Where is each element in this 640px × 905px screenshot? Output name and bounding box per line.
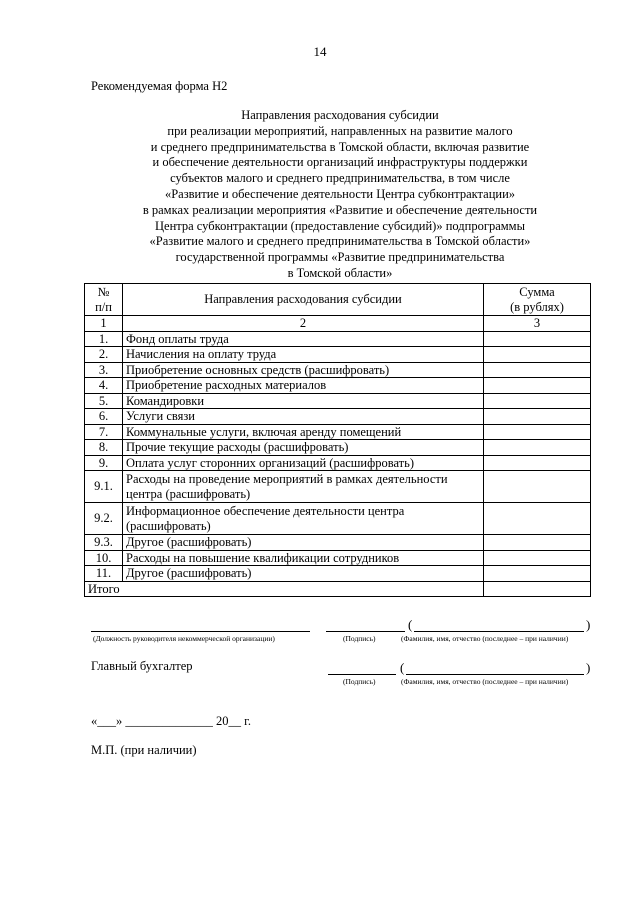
row-direction: Прочие текущие расходы (расшифровать) bbox=[123, 440, 484, 456]
table-row bbox=[85, 503, 591, 535]
row-number: 3. bbox=[85, 362, 123, 378]
paren-close: ) bbox=[586, 617, 591, 632]
row-sum[interactable] bbox=[484, 393, 591, 409]
table-row bbox=[85, 409, 591, 425]
paren-close: ) bbox=[586, 660, 591, 675]
title-line: в Томской области» bbox=[287, 265, 393, 280]
row-direction: Другое (расшифровать) bbox=[123, 566, 484, 582]
column-number: 2 bbox=[123, 316, 484, 332]
row-number: 4. bbox=[85, 378, 123, 394]
stamp-label: М.П. (при наличии) bbox=[91, 743, 197, 757]
title-line: Направления расходования субсидии bbox=[241, 108, 439, 122]
paren-open: ( bbox=[400, 660, 405, 675]
title-line: государственной программы «Развитие предпринимательства bbox=[175, 250, 505, 265]
table-row bbox=[85, 566, 591, 582]
row-direction: Информационное обеспечение деятельности центра (расшифровать) bbox=[123, 503, 484, 535]
signature-caption: (Подпись) bbox=[343, 677, 376, 686]
position-caption: (Должность руководителя некоммерческой организации) bbox=[93, 634, 275, 643]
row-sum[interactable] bbox=[484, 471, 591, 503]
row-sum[interactable] bbox=[484, 440, 591, 456]
row-number: 2. bbox=[85, 347, 123, 363]
title-line: и обеспечение деятельности организаций инфраструктуры поддержки bbox=[152, 155, 528, 170]
position-line[interactable] bbox=[91, 631, 310, 632]
title-line: в рамках реализации мероприятия «Развитие и обеспечение деятельности bbox=[142, 202, 538, 217]
row-direction: Расходы на проведение мероприятий в рамках деятельности центра (расшифровать) bbox=[123, 471, 484, 503]
row-sum[interactable] bbox=[484, 347, 591, 363]
table-row bbox=[85, 550, 591, 566]
row-number: 5. bbox=[85, 393, 123, 409]
total-sum[interactable] bbox=[484, 581, 591, 597]
row-sum[interactable] bbox=[484, 424, 591, 440]
date-line[interactable]: «___» ______________ 20__ г. bbox=[91, 714, 251, 728]
row-direction: Командировки bbox=[123, 393, 484, 409]
accountant-fio-line[interactable] bbox=[406, 674, 584, 675]
signature-line[interactable] bbox=[326, 631, 405, 632]
row-sum[interactable] bbox=[484, 409, 591, 425]
paren-open: ( bbox=[408, 617, 413, 632]
fio-caption: (Фамилия, имя, отчество (последнее – при наличии) bbox=[401, 677, 569, 686]
row-sum[interactable] bbox=[484, 362, 591, 378]
table-row bbox=[85, 331, 591, 347]
row-sum[interactable] bbox=[484, 455, 591, 471]
table-row bbox=[85, 362, 591, 378]
row-direction: Начисления на оплату труда bbox=[123, 347, 484, 363]
row-sum[interactable] bbox=[484, 503, 591, 535]
form-label: Рекомендуемая форма Н2 bbox=[91, 79, 228, 93]
column-number: 3 bbox=[484, 316, 591, 332]
row-direction: Приобретение расходных материалов bbox=[123, 378, 484, 394]
table-row bbox=[85, 440, 591, 456]
row-direction: Фонд оплаты труда bbox=[123, 331, 484, 347]
header-direction: Направления расходования субсидии bbox=[123, 284, 484, 316]
row-sum[interactable] bbox=[484, 566, 591, 582]
row-sum[interactable] bbox=[484, 535, 591, 551]
table-row bbox=[85, 378, 591, 394]
chief-accountant-label: Главный бухгалтер bbox=[91, 659, 193, 673]
row-sum[interactable] bbox=[484, 550, 591, 566]
fio-line[interactable] bbox=[414, 631, 584, 632]
row-number: 9.1. bbox=[85, 471, 123, 503]
column-number: 1 bbox=[85, 316, 123, 332]
title-line: «Развитие и обеспечение деятельности Центра субконтрактации» bbox=[164, 186, 516, 201]
header-sum: Сумма (в рублях) bbox=[484, 284, 591, 316]
row-sum[interactable] bbox=[484, 331, 591, 347]
table-header-row bbox=[85, 284, 591, 316]
expenses-table bbox=[84, 283, 591, 597]
row-number: 10. bbox=[85, 550, 123, 566]
title-line: и среднего предпринимательства в Томской области, включая развитие bbox=[150, 139, 530, 154]
row-number: 9.2. bbox=[85, 503, 123, 535]
table-row bbox=[85, 535, 591, 551]
header-number: № п/п bbox=[85, 284, 123, 316]
row-direction: Приобретение основных средств (расшифровать) bbox=[123, 362, 484, 378]
total-label: Итого bbox=[85, 581, 484, 597]
row-direction: Оплата услуг сторонних организаций (расшифровать) bbox=[123, 455, 484, 471]
row-sum[interactable] bbox=[484, 378, 591, 394]
document-title bbox=[90, 108, 590, 282]
title-line: «Развитие малого и среднего предпринимательства в Томской области» bbox=[149, 234, 531, 249]
table-row bbox=[85, 471, 591, 503]
title-line: при реализации мероприятий, направленных на развитие малого bbox=[167, 123, 513, 138]
row-number: 1. bbox=[85, 331, 123, 347]
table-row bbox=[85, 393, 591, 409]
row-number: 6. bbox=[85, 409, 123, 425]
accountant-signature-line[interactable] bbox=[328, 674, 396, 675]
total-row bbox=[85, 581, 591, 597]
table-row bbox=[85, 347, 591, 363]
table-row bbox=[85, 424, 591, 440]
row-number: 7. bbox=[85, 424, 123, 440]
row-direction: Расходы на повышение квалификации сотрудников bbox=[123, 550, 484, 566]
signature-caption: (Подпись) bbox=[343, 634, 376, 643]
row-direction: Услуги связи bbox=[123, 409, 484, 425]
row-number: 9. bbox=[85, 455, 123, 471]
title-line: субъектов малого и среднего предпринимательства, в том числе bbox=[170, 171, 510, 186]
row-number: 9.3. bbox=[85, 535, 123, 551]
title-line: Центра субконтрактации (предоставление субсидий)» подпрограммы bbox=[155, 218, 525, 233]
row-number: 8. bbox=[85, 440, 123, 456]
row-direction: Другое (расшифровать) bbox=[123, 535, 484, 551]
fio-caption: (Фамилия, имя, отчество (последнее – при наличии) bbox=[401, 634, 569, 643]
table-row bbox=[85, 455, 591, 471]
row-number: 11. bbox=[85, 566, 123, 582]
column-numbers-row bbox=[85, 316, 591, 332]
page-number: 14 bbox=[313, 44, 327, 59]
row-direction: Коммунальные услуги, включая аренду помещений bbox=[123, 424, 484, 440]
